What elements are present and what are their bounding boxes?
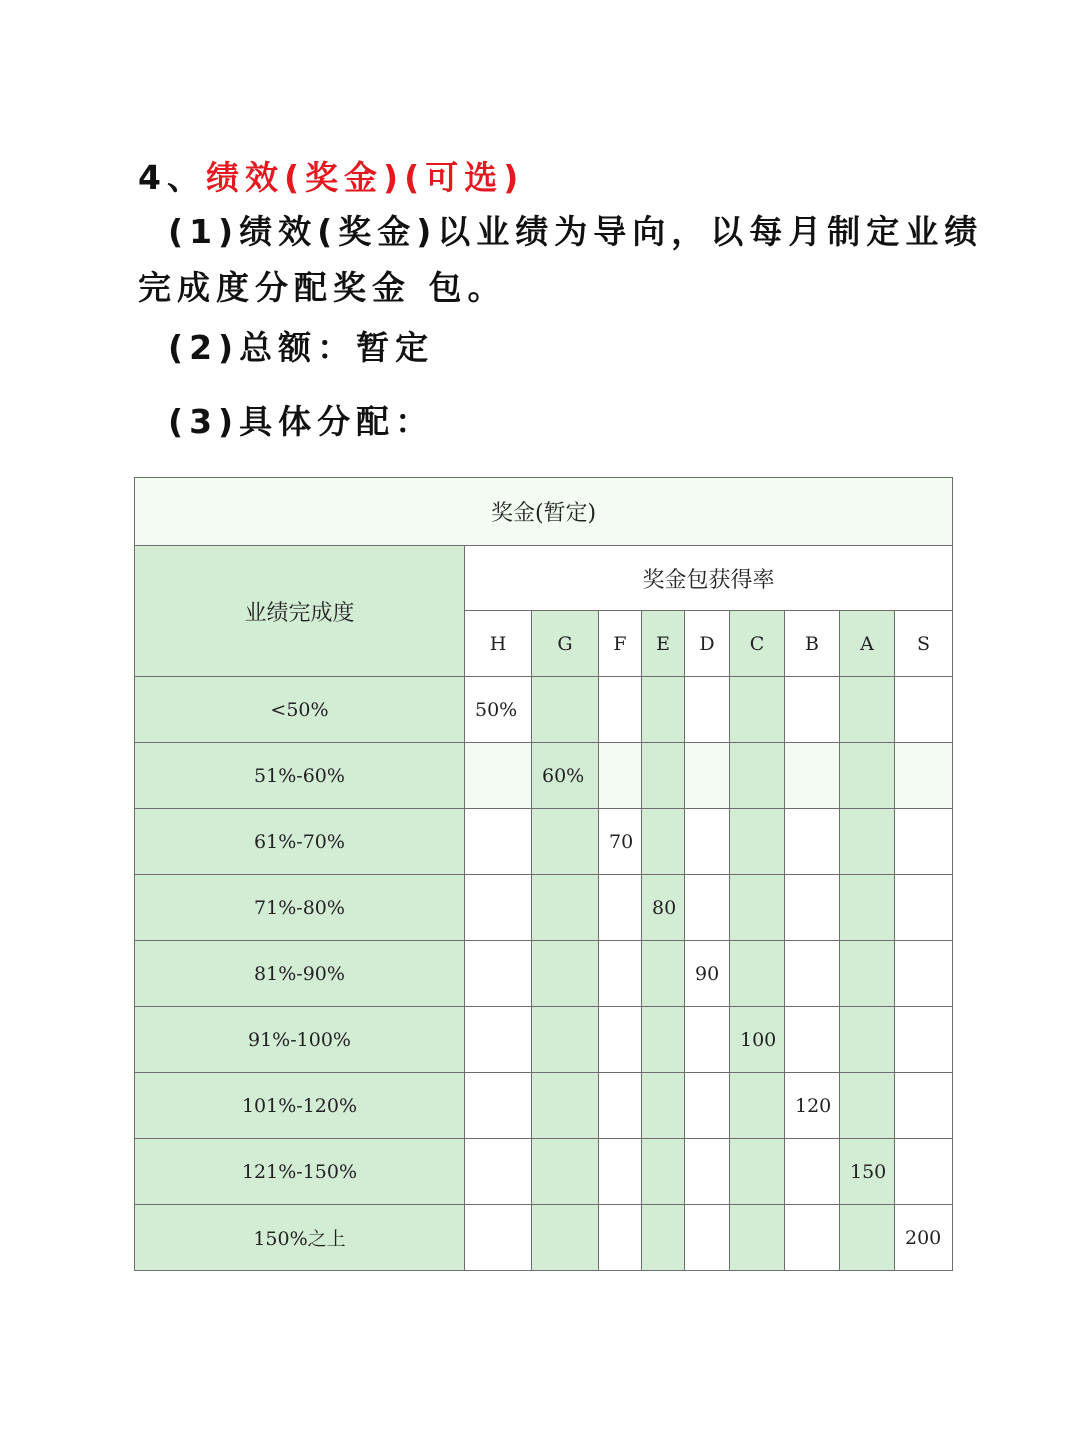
rate-cell (465, 743, 532, 809)
section-title: 绩效(奖金)(可选) (205, 158, 525, 197)
row-label: 71%-80% (135, 875, 465, 941)
rate-cell (840, 1073, 895, 1139)
rate-cell (895, 1073, 953, 1139)
rate-cell (642, 1007, 685, 1073)
rate-cell (730, 1139, 785, 1205)
rate-cell (685, 1139, 730, 1205)
table-row (135, 1139, 953, 1205)
grade-header-cell: G (532, 611, 599, 677)
row-header-label: 业绩完成度 (135, 546, 465, 677)
rate-cell (599, 1007, 642, 1073)
rate-cell (642, 743, 685, 809)
rate-cell (685, 875, 730, 941)
rate-cell (730, 1073, 785, 1139)
rate-cell (465, 875, 532, 941)
rate-cell (532, 1073, 599, 1139)
rate-cell (840, 875, 895, 941)
row-label: 51%-60% (135, 743, 465, 809)
rate-cell (895, 743, 953, 809)
rate-cell (730, 1205, 785, 1271)
rate-cell (730, 743, 785, 809)
rate-cell (685, 677, 730, 743)
rate-cell (532, 1205, 599, 1271)
rate-cell (532, 1007, 599, 1073)
rate-cell (685, 1007, 730, 1073)
rate-cell (730, 809, 785, 875)
rate-cell (730, 941, 785, 1007)
rate-header-label: 奖金包获得率 (465, 546, 953, 611)
rate-cell (642, 1139, 685, 1205)
row-label: <50% (135, 677, 465, 743)
rate-cell (642, 1205, 685, 1271)
rate-cell (599, 875, 642, 941)
rate-cell: 120 (785, 1073, 840, 1139)
rate-cell (840, 1205, 895, 1271)
rate-cell (730, 875, 785, 941)
rate-cell (895, 1007, 953, 1073)
rate-cell (532, 677, 599, 743)
table-row (135, 1007, 953, 1073)
grade-header-cell: A (840, 611, 895, 677)
rate-cell (785, 1205, 840, 1271)
rate-cell (465, 809, 532, 875)
table-title-row (135, 478, 953, 546)
rate-cell (840, 809, 895, 875)
rate-cell (532, 941, 599, 1007)
rate-cell (642, 677, 685, 743)
row-label: 150%之上 (135, 1205, 465, 1271)
paragraph-2: (2)总额：暂定 (168, 328, 435, 367)
rate-cell: 50% (465, 677, 532, 743)
rate-header-row (135, 546, 953, 611)
table-row (135, 1205, 953, 1271)
paragraph-1-line-2: 完成度分配奖金 包。 (138, 268, 507, 307)
rate-cell: 70 (599, 809, 642, 875)
rate-cell (785, 677, 840, 743)
rate-cell (599, 1073, 642, 1139)
row-label: 81%-90% (135, 941, 465, 1007)
rate-cell (465, 1139, 532, 1205)
rate-cell (642, 941, 685, 1007)
rate-cell (840, 1007, 895, 1073)
table-row (135, 743, 953, 809)
row-label: 121%-150% (135, 1139, 465, 1205)
paragraph-3: (3)具体分配： (168, 402, 435, 441)
rate-cell: 150 (840, 1139, 895, 1205)
rate-cell (785, 1139, 840, 1205)
rate-cell: 60% (532, 743, 599, 809)
rate-cell (840, 743, 895, 809)
grade-header-cell: B (785, 611, 840, 677)
grade-header-cell: S (895, 611, 953, 677)
rate-cell (895, 941, 953, 1007)
rate-cell (895, 1139, 953, 1205)
bonus-table (134, 477, 953, 1271)
rate-cell (895, 677, 953, 743)
rate-cell (785, 875, 840, 941)
rate-cell (895, 809, 953, 875)
rate-cell (685, 1205, 730, 1271)
rate-cell: 200 (895, 1205, 953, 1271)
row-label: 91%-100% (135, 1007, 465, 1073)
table-row (135, 941, 953, 1007)
rate-cell (785, 941, 840, 1007)
rate-cell (532, 1139, 599, 1205)
grade-header-cell: D (685, 611, 730, 677)
rate-cell: 80 (642, 875, 685, 941)
table-row (135, 1073, 953, 1139)
rate-cell (840, 677, 895, 743)
rate-cell (465, 1205, 532, 1271)
table-row (135, 875, 953, 941)
table-row (135, 809, 953, 875)
grade-header-cell: H (465, 611, 532, 677)
rate-cell (532, 875, 599, 941)
rate-cell (599, 941, 642, 1007)
section-heading (138, 152, 524, 199)
rate-cell (785, 809, 840, 875)
rate-cell (599, 743, 642, 809)
row-label: 61%-70% (135, 809, 465, 875)
rate-cell (532, 809, 599, 875)
grade-header-cell: F (599, 611, 642, 677)
rate-cell: 100 (730, 1007, 785, 1073)
rate-cell (730, 677, 785, 743)
rate-cell (465, 1007, 532, 1073)
rate-cell (840, 941, 895, 1007)
rate-cell (465, 941, 532, 1007)
rate-cell (785, 1007, 840, 1073)
rate-cell (785, 743, 840, 809)
rate-cell (599, 677, 642, 743)
table-title: 奖金(暂定) (135, 478, 953, 546)
rate-cell (895, 875, 953, 941)
rate-cell (599, 1205, 642, 1271)
rate-cell (685, 743, 730, 809)
grade-header-cell: E (642, 611, 685, 677)
paragraph-1-line-1: (1)绩效(奖金)以业绩为导向，以每月制定业绩 (168, 212, 984, 251)
rate-cell (642, 809, 685, 875)
rate-cell (465, 1073, 532, 1139)
row-label: 101%-120% (135, 1073, 465, 1139)
table-row (135, 677, 953, 743)
grade-header-cell: C (730, 611, 785, 677)
rate-cell (599, 1139, 642, 1205)
rate-cell (685, 1073, 730, 1139)
rate-cell (685, 809, 730, 875)
rate-cell: 90 (685, 941, 730, 1007)
section-number: 4、 (138, 158, 206, 197)
rate-cell (642, 1073, 685, 1139)
